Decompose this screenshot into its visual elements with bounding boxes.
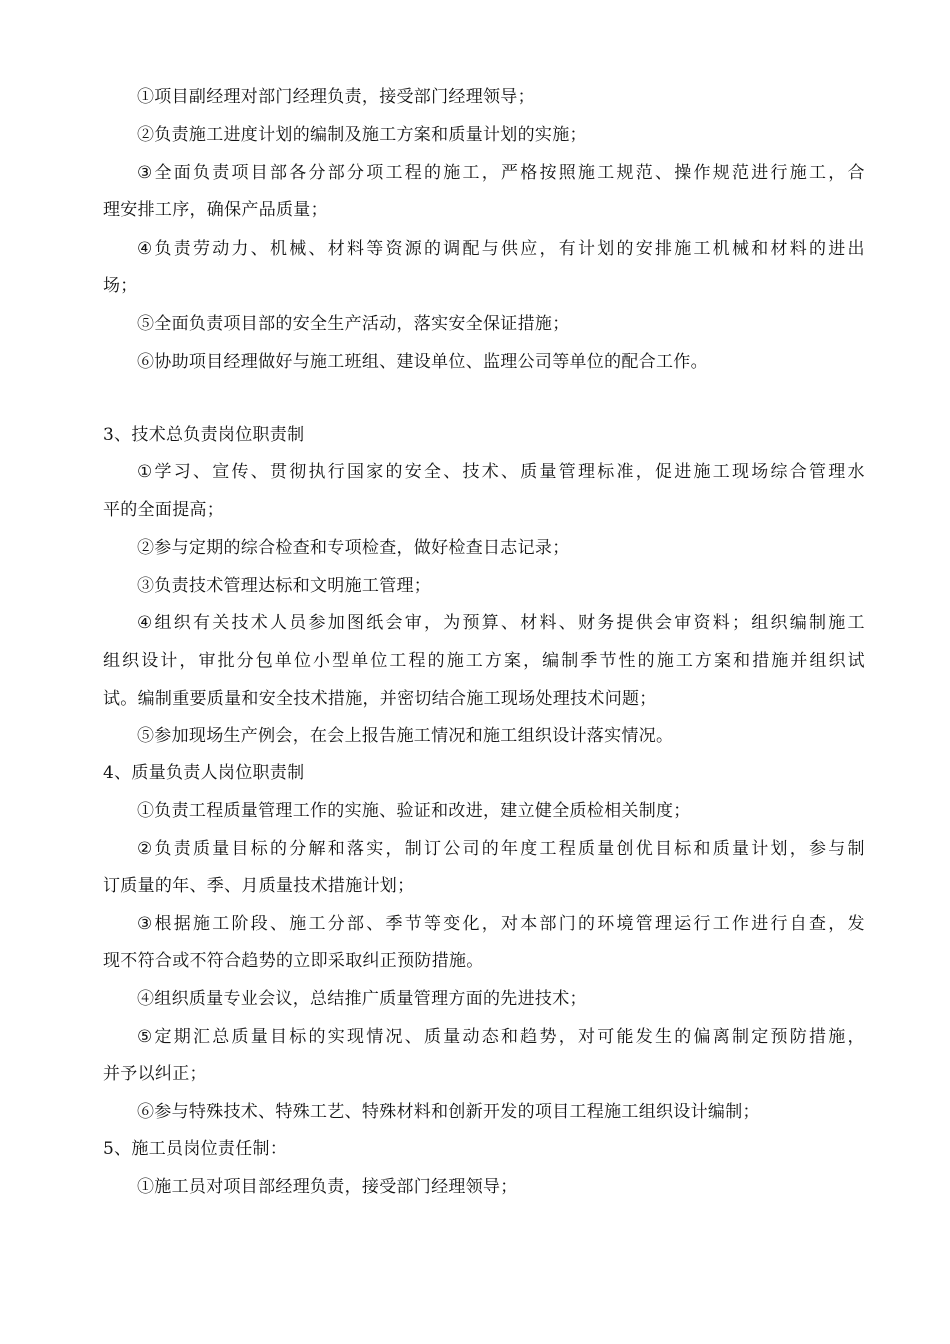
paragraph-line: ③ 根 据 施 工 阶 段 、 施 工 分 部 、 季 节 等 变 化 ， 对 本 部 门 的 环 境 管 理 运 行 工 作 进 行 自 查 ， 发 bbox=[137, 914, 865, 934]
paragraph-line: 现不符合或不符合趋势的立即采取纠正预防措施。 bbox=[103, 951, 484, 971]
paragraph-line: ① 学 习 、 宣 传 、 贯 彻 执 行 国 家 的 安 全 、 技 术 、 质 量 管 理 标 准 ， 促 进 施 工 现 场 综 合 管 理 水 bbox=[137, 462, 865, 482]
paragraph-line: ⑤ 定 期 汇 总 质 量 目 标 的 实 现 情 况 、 质 量 动 态 和 趋 势 ， 对 可 能 发 生 的 偏 离 制 定 预 防 措 施 ， bbox=[137, 1027, 865, 1047]
paragraph-line: ②负责施工进度计划的编制及施工方案和质量计划的实施； bbox=[137, 125, 587, 145]
section-heading: 4、质量负责人岗位职责制 bbox=[103, 763, 305, 783]
paragraph-line: ②参与定期的综合检查和专项检查，做好检查日志记录； bbox=[137, 538, 570, 558]
paragraph-line: 试。编制重要质量和安全技术措施，并密切结合施工现场处理技术问题； bbox=[103, 689, 657, 709]
paragraph-line: ⑥协助项目经理做好与施工班组、建设单位、监理公司等单位的配合工作。 bbox=[137, 352, 708, 372]
paragraph-line: 平的全面提高； bbox=[103, 500, 225, 520]
paragraph-line: ② 负 责 质 量 目 标 的 分 解 和 落 实 ， 制 订 公 司 的 年 度 工 程 质 量 创 优 目 标 和 质 量 计 划 ， 参 与 制 bbox=[137, 839, 865, 859]
paragraph-line: ①项目副经理对部门经理负责，接受部门经理领导； bbox=[137, 87, 535, 107]
paragraph-line: ①负责工程质量管理工作的实施、验证和改进，建立健全质检相关制度； bbox=[137, 801, 691, 821]
paragraph-line: ⑥参与特殊技术、特殊工艺、特殊材料和创新开发的项目工程施工组织设计编制； bbox=[137, 1102, 760, 1122]
paragraph-line: 订质量的年、季、月质量技术措施计划； bbox=[103, 876, 415, 896]
paragraph-line: 场； bbox=[103, 276, 138, 296]
paragraph-line: ①施工员对项目部经理负责，接受部门经理领导； bbox=[137, 1177, 518, 1197]
section-heading: 5、施工员岗位责任制： bbox=[103, 1139, 288, 1159]
paragraph-line: ③ 全 面 负 责 项 目 部 各 分 部 分 项 工 程 的 施 工 ， 严 格 按 照 施 工 规 范 、 操 作 规 范 进 行 施 工 ， 合 bbox=[137, 163, 865, 183]
paragraph-line: ③负责技术管理达标和文明施工管理； bbox=[137, 576, 432, 596]
paragraph-line: 理安排工序，确保产品质量； bbox=[103, 200, 328, 220]
paragraph-line: ④组织质量专业会议，总结推广质量管理方面的先进技术； bbox=[137, 989, 587, 1009]
paragraph-line: ⑤参加现场生产例会，在会上报告施工情况和施工组织设计落实情况。 bbox=[137, 726, 674, 746]
section-heading: 3、技术总负责岗位职责制 bbox=[103, 425, 305, 445]
paragraph-line: 并予以纠正； bbox=[103, 1064, 207, 1084]
paragraph-line: ⑤全面负责项目部的安全生产活动，落实安全保证措施； bbox=[137, 314, 570, 334]
paragraph-line: ④ 负 责 劳 动 力 、 机 械 、 材 料 等 资 源 的 调 配 与 供 应 ， 有 计 划 的 安 排 施 工 机 械 和 材 料 的 进 出 bbox=[137, 239, 865, 259]
paragraph-line: 组 织 设 计 ， 审 批 分 包 单 位 小 型 单 位 工 程 的 施 工 方 案 ， 编 制 季 节 性 的 施 工 方 案 和 措 施 并 组 织 试 bbox=[103, 651, 865, 671]
paragraph-line: ④ 组 织 有 关 技 术 人 员 参 加 图 纸 会 审 ， 为 预 算 、 材 料 、 财 务 提 供 会 审 资 料 ； 组 织 编 制 施 工 bbox=[137, 613, 865, 633]
